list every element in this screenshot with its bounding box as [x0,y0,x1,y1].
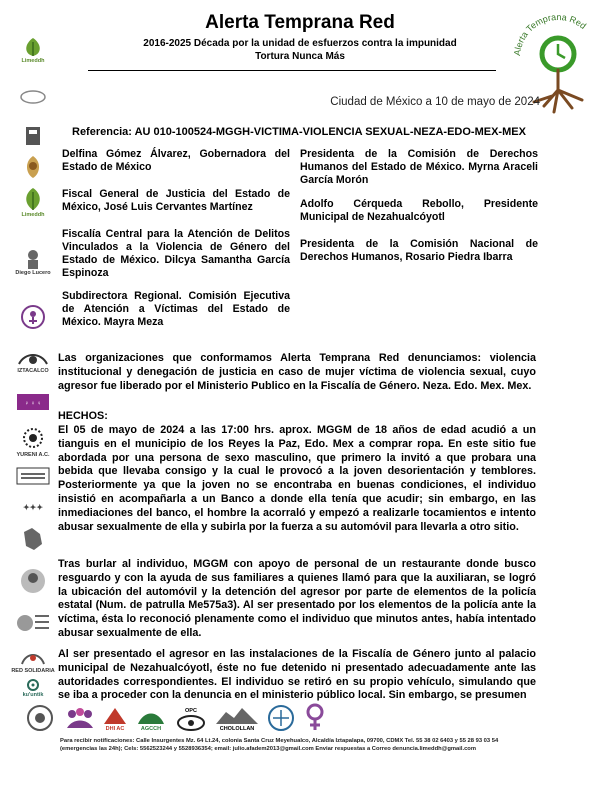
org-logo-11 [14,466,52,486]
limeddh-logo: Limeddh [14,36,52,64]
chololan-logo: CHOLOLLAN [212,700,262,732]
addressee-right-3: Presidenta de la Comisión Nacional de Derechos Humanos, Rosario Piedra Ibarra [300,238,538,263]
fact-paragraph-2: Tras burlar al individuo, MGGM con apoyo de personal de un restaurante donde busco resguardo y con la ayuda de sus familiares a quienes llamó para que la auxiliaran, se logró la ubicación del automóvil y la detención del agresor por parte de elementos de la policía estatal (Num. de patrulla Me575a3). Al ser presentado por los elementos de la policía ante la víctima, ésta lo reconoció plenamente como el individuo que minutos antes, había intentado abusar sexualmente de ella. [58,558,536,639]
addressee-left-4: Subdirectora Regional. Comisión Ejecutiva de Atención a Víctimas del Estado de México. Mayra Meza [62,290,290,328]
logo-arc-text: Alerta Temprana Red [512,11,589,57]
agcch-logo: AGCCH [134,700,168,732]
org-logo-3 [14,124,52,148]
bottom-logo-2 [62,700,98,732]
fact-paragraph-3: Al ser presentado el agresor en las instalaciones de la Fiscalía de Género junto al palacio municipal de Nezahualcóyotl, éste no fue detenido ni presentado adecuadamente ante las autoridades correspondientes. El individuo se retiró en su propio vehículo, simulando que se iba a proceder con la denuncia en el ministerio público local. Sin embargo, se presumen [58,648,536,702]
reference-line: Referencia: AU 010-100524-MGGH-VICTIMA-VIOLENCIA SEXUAL-NEZA-EDO-MEX-MEX [72,126,526,138]
red-solidaria-logo: RED SOLIDARIA [14,648,52,674]
fact-paragraph-1: El 05 de mayo de 2024 a las 17:00 hrs. aprox. MGGM de 18 años de edad acudió a un tianguis en el municipio de los Reyes la Paz, Edo. Mex a comprar ropa. En este sitio fue abordada por una persona de sexo masculino, que primero la invitó a que probara una bebida que llevaba consigo y la cual le provocó a la joven desorientación y temblores. Posteriormente ya que la joven no se encontraba en buenas condiciones, el individuo insistió en acompañarla a un Banco a donde ella tenía que acudir; sin embargo, en las inmediaciones del banco, el hombre la acorraló y empezó a realizarle tocamientos e intento abusar sexualmente de ella y subirla por la fuerza a su automóvil para llevarla a otro sitio. [58,424,536,533]
org-logo-2 [14,88,52,106]
org-logo-4 [14,154,52,180]
kuuntik-logo: ku'untik [14,678,52,698]
bottom-logo-7 [266,700,296,732]
org-logo-15 [14,608,52,638]
svg-text:✦✦✦: ✦✦✦ [22,503,44,512]
iztacalco-logo: IZTACALCO [14,350,52,374]
dhi-logo: DHI AC [100,700,130,732]
addressee-right-2: Adolfo Cérqueda Rebollo, Presidente Municipal de Nezahualcóyotl [300,198,538,223]
yureni-logo: YURENI A.C. [14,424,52,458]
addressee-left-3: Fiscalía Central para la Atención de Delitos Vinculados a la Violencia de Género del Estado de México. Dilcya Samantha García Espinoza [62,228,290,279]
date-line: Ciudad de México a 10 de mayo de 2024 [330,96,540,108]
limeddh-oaxaca-logo: Limeddh [14,186,52,218]
hechos-heading: HECHOS: [58,410,108,422]
diego-lucero-logo: Diego Lucero [14,248,52,276]
org-logo-13 [14,524,52,554]
header-rule [88,70,496,71]
addressee-left-2: Fiscal General de Justicia del Estado de México, José Luis Cervantes Martínez [62,188,290,213]
org-logo-14 [14,566,52,596]
org-logo-12 [14,496,52,516]
bottom-logo-8 [300,700,330,732]
subtitle-decade: 2016-2025 Década por la unidad de esfuerzos contra la impunidad [143,38,457,49]
intro-paragraph: Las organizaciones que conformamos Alerta Temprana Red denunciamos: violencia institucional y denegación de justicia en caso de mujer víctima de violencia sexual, cuyo agresor fue liberado por el Ministerio Publico en la Fiscalía de Género. Neza. Edo. Mex. Mex. [58,352,536,392]
page-title: Alerta Temprana Red [205,12,395,33]
svg-text:♀ ♀ ♀: ♀ ♀ ♀ [24,401,42,407]
org-logo-9 [14,392,52,412]
bottom-logo-1 [22,700,58,732]
organization-logos-column [11,36,55,698]
subtitle-motto: Tortura Nunca Más [255,51,345,62]
org-logo-7 [14,304,52,330]
opc-logo: OPC [174,700,208,732]
footer-contact: Para recibir notificaciones: Calle Insurgentes Mz. 64 Lt.24, colonia Santa Cruz Meyehualco, Alcaldía Iztapalapa, 09700, CDMX Tel. 55 38 02 6403 y 55 28 93 03 54 (emergencias las 24h); Cels: 5562523244 y 5528936354; email: julio.afadem2013@gmail.com Enviar respuestas a Correo denuncia.limeddh@gmail.com [60,738,499,752]
addressee-left-1: Delfina Gómez Álvarez, Gobernadora del Estado de México [62,148,290,173]
addressee-right-1: Presidenta de la Comisión de Derechos Humanos del Estado de México. Myrna Araceli García Morón [300,148,538,186]
